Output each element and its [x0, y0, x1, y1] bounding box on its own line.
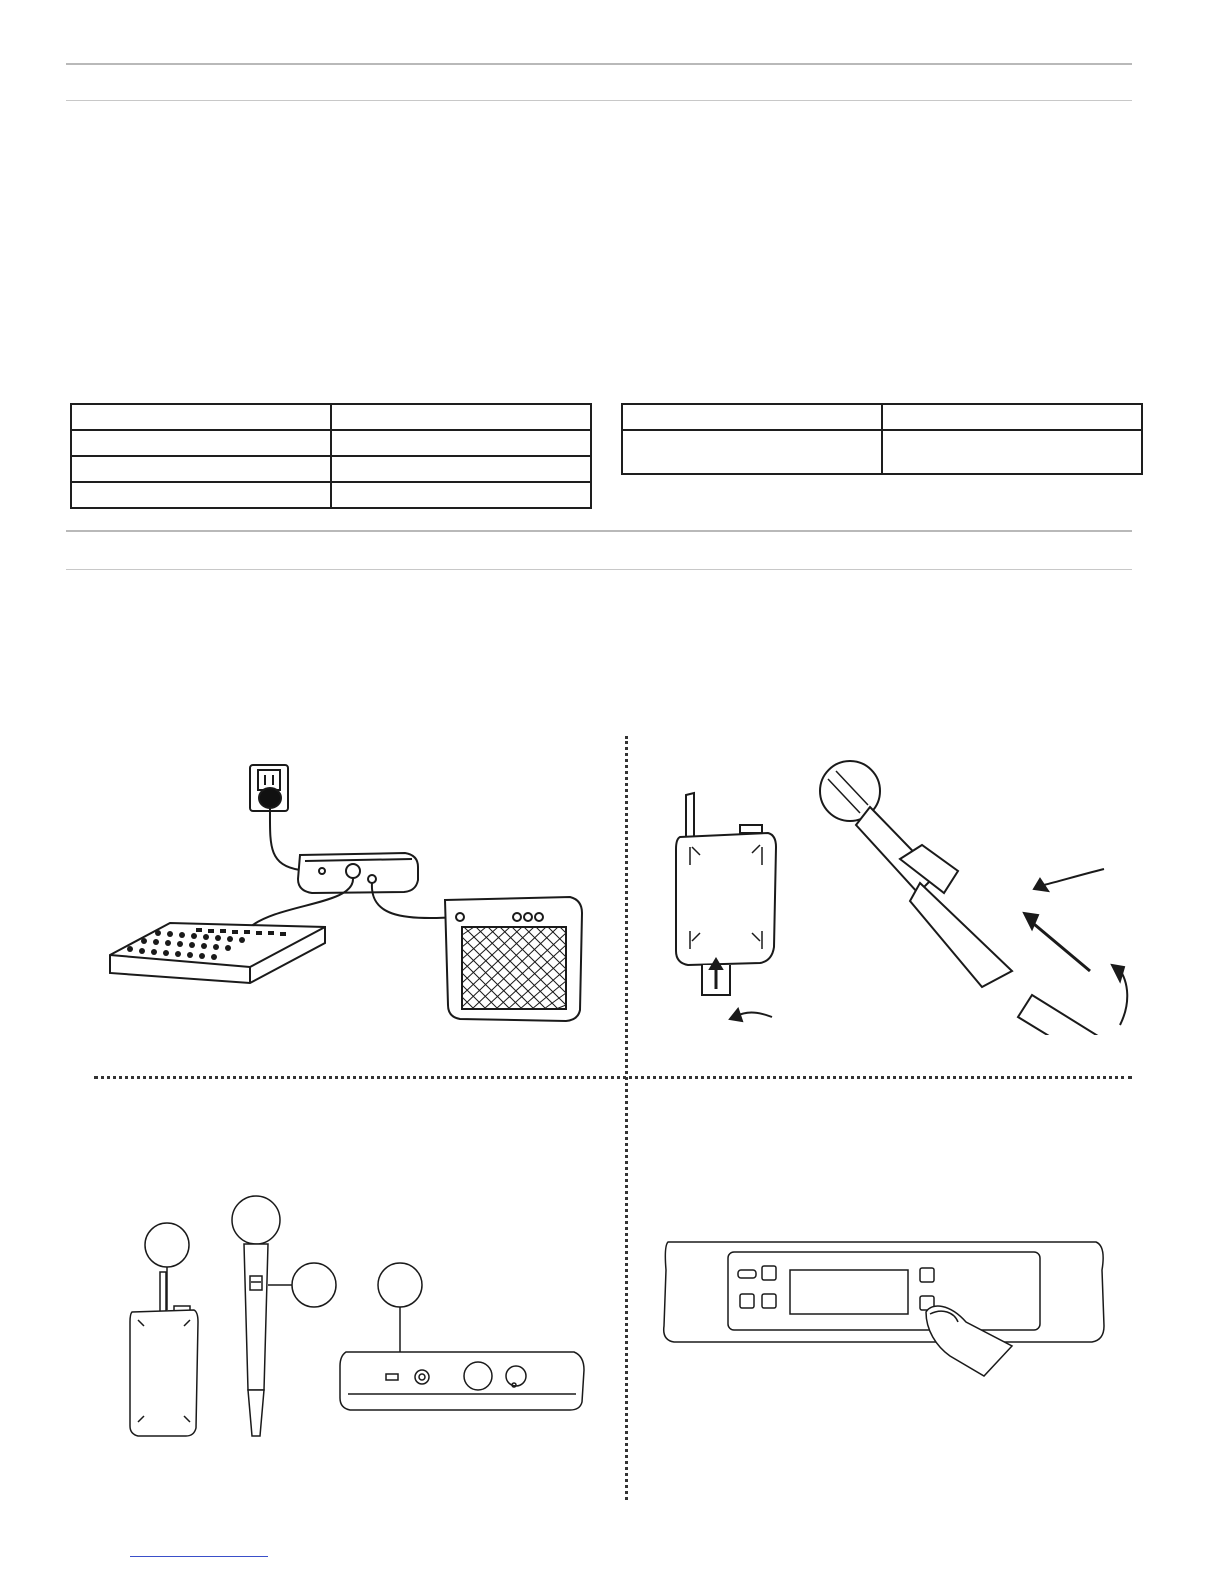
table-cell: [622, 404, 882, 430]
table-cell: [331, 482, 591, 508]
table-row: [71, 456, 591, 482]
battery-install-diagram: [660, 755, 1160, 1035]
table-cell: [71, 404, 331, 430]
grid-divider-horizontal: [94, 1076, 1132, 1079]
table-cell: [331, 430, 591, 456]
section-rule-middle-lower: [66, 569, 1132, 570]
table-cell: [622, 430, 882, 474]
spec-table-left: [70, 403, 592, 509]
section-rule-top-lower: [66, 100, 1132, 101]
table-row: [71, 404, 591, 430]
section-rule-middle: [66, 530, 1132, 532]
power-switch-diagram: [110, 1190, 590, 1440]
table-row: [622, 430, 1142, 474]
table-cell: [882, 430, 1142, 474]
table-row: [71, 482, 591, 508]
table-cell: [71, 456, 331, 482]
receiver-sync-diagram: [656, 1236, 1116, 1386]
table-cell: [331, 456, 591, 482]
table-cell: [71, 482, 331, 508]
section-rule-top: [66, 63, 1132, 65]
table-cell: [71, 430, 331, 456]
grid-divider-vertical: [625, 736, 628, 1500]
table-row: [71, 430, 591, 456]
table-cell: [882, 404, 1142, 430]
table-cell: [331, 404, 591, 430]
connection-diagram: [100, 755, 600, 1025]
footer-link[interactable]: [130, 1556, 268, 1557]
spec-table-right: [621, 403, 1143, 475]
table-row: [622, 404, 1142, 430]
